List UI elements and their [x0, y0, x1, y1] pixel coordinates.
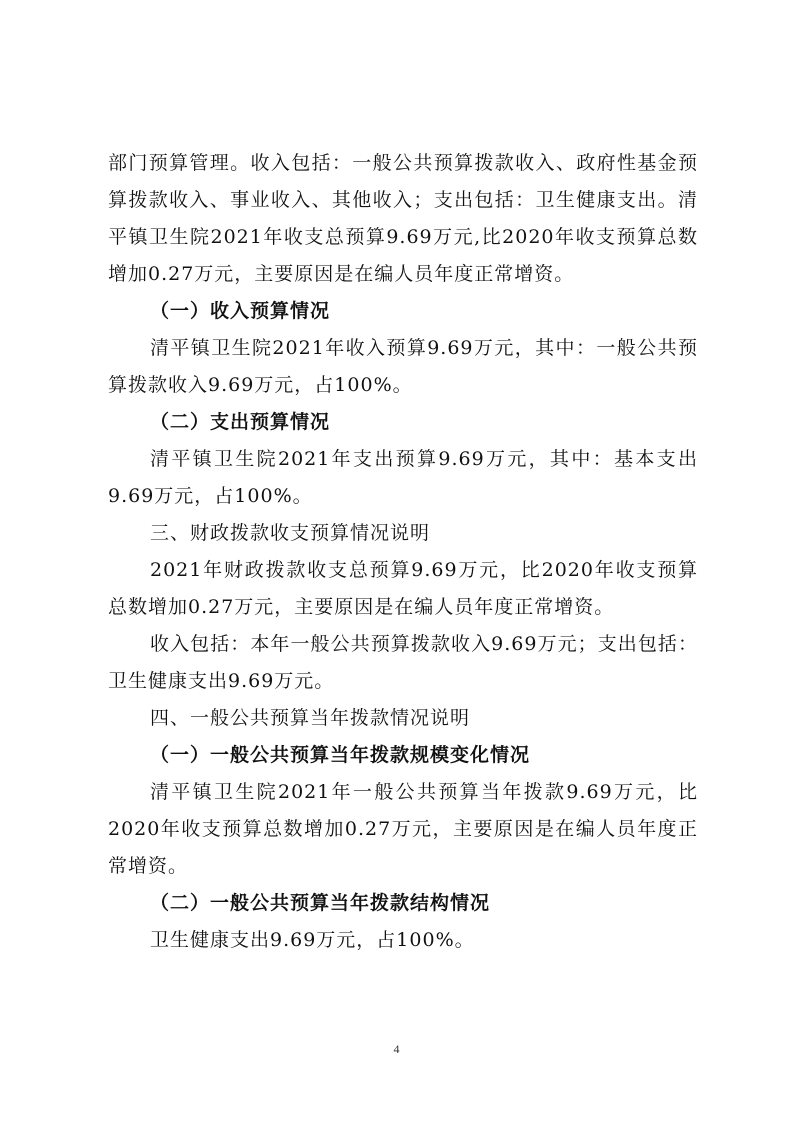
- paragraph-allocation-structure: 卫生健康支出9.69万元，占100%。: [150, 929, 475, 951]
- document-body: [108, 145, 698, 959]
- paragraph-allocation-scale: 清平镇卫生院2021年一般公共预算当年拨款9.69万元，比2020年收支预算总数增加0.27万元，主要原因是在编人员年度正常增资。: [108, 781, 698, 877]
- heading-expenditure-budget: （二）支出预算情况: [150, 411, 331, 433]
- heading-fiscal-allocation: 三、财政拨款收支预算情况说明: [150, 522, 431, 544]
- heading-allocation-scale: （一）一般公共预算当年拨款规模变化情况: [150, 744, 531, 766]
- paragraph-income-budget: 清平镇卫生院2021年收入预算9.69万元，其中：一般公共预算拨款收入9.69万元，占100%。: [108, 337, 698, 396]
- paragraph-fiscal-allocation: 2021年财政拨款收支总预算9.69万元，比2020年收支预算总数增加0.27万元，主要原因是在编人员年度正常增资。: [108, 559, 698, 618]
- page-number: 4: [393, 1042, 400, 1056]
- paragraph-expenditure-budget: 清平镇卫生院2021年支出预算9.69万元，其中：基本支出9.69万元，占100%。: [108, 448, 698, 507]
- paragraph-budget-overview: 部门预算管理。收入包括：一般公共预算拨款收入、政府性基金预算拨款收入、事业收入、其他收入；支出包括：卫生健康支出。清平镇卫生院2021年收支总预算9.69万元,比2020年收支预算总数增加0.27万元，主要原因是在编人员年度正常增资。: [108, 152, 698, 285]
- paragraph-fiscal-income-expenditure: 收入包括：本年一般公共预算拨款收入9.69万元；支出包括：卫生健康支出9.69万元。: [108, 633, 698, 692]
- heading-general-public-budget: 四、一般公共预算当年拨款情况说明: [150, 707, 471, 729]
- heading-allocation-structure: （二）一般公共预算当年拨款结构情况: [150, 892, 491, 914]
- heading-income-budget: （一）收入预算情况: [150, 300, 331, 322]
